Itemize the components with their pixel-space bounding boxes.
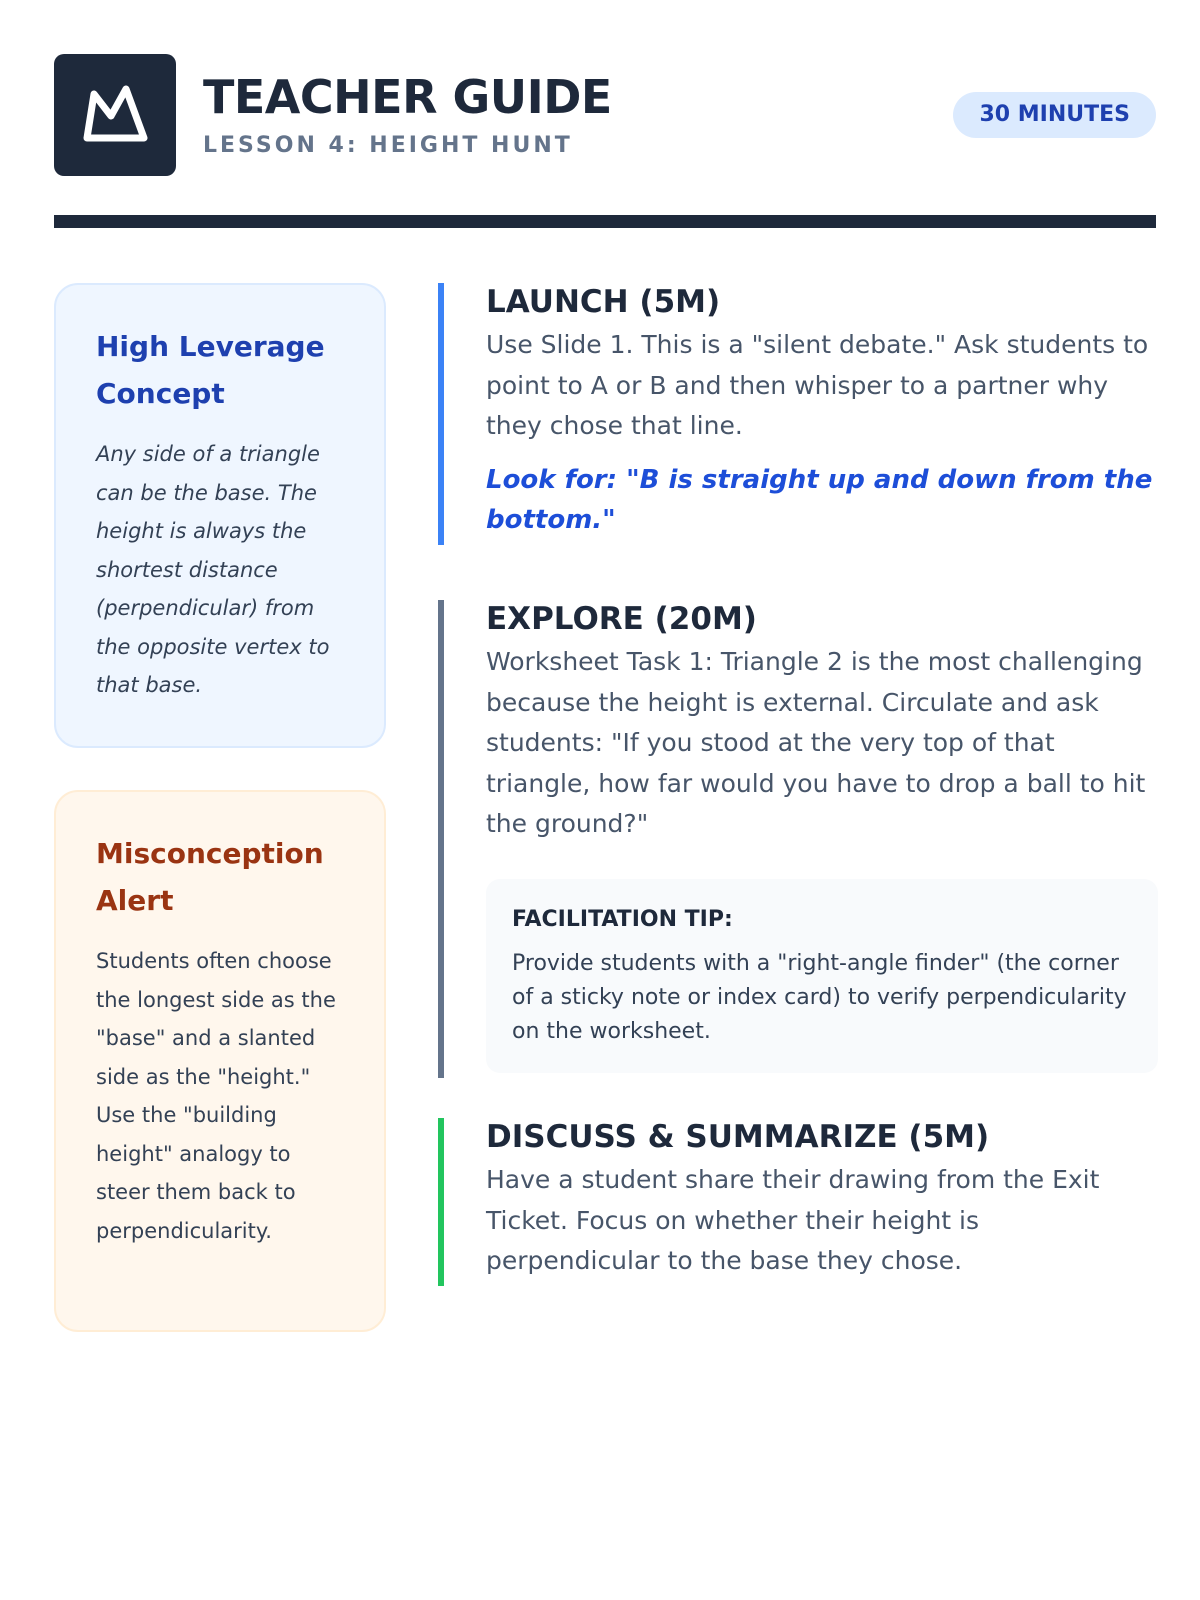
explore-body: Worksheet Task 1: Triangle 2 is the most challenging because the height is external. Circulate and ask students: "If you stood at the very top of that triangle, how far would you have to drop a ball to hit the ground?" xyxy=(486,647,1146,838)
discuss-heading: DISCUSS & SUMMARIZE (5M) xyxy=(486,1119,990,1155)
discuss-section xyxy=(438,1118,1158,1286)
misconception-card xyxy=(54,790,386,1332)
explore-section xyxy=(438,600,1158,1078)
launch-look-for: Look for: "B is straight up and down from the bottom." xyxy=(486,464,1153,535)
explore-heading: EXPLORE (20M) xyxy=(486,601,757,637)
launch-heading: LAUNCH (5M) xyxy=(486,284,721,320)
concept-card xyxy=(54,283,386,748)
header-divider xyxy=(54,215,1156,228)
tip-label: FACILITATION TIP: xyxy=(512,906,733,932)
discuss-body: Have a student share their drawing from the Exit Ticket. Focus on whether their height is perpendicular to the base they chose. xyxy=(486,1165,1100,1275)
lesson-subtitle: LESSON 4: HEIGHT HUNT xyxy=(203,133,573,158)
launch-section xyxy=(438,283,1158,545)
misconception-body: Students often choose the longest side as the "base" and a slanted side as the "height." Use the "building height" analogy to steer them back to perpendicularity. xyxy=(96,949,336,1243)
misconception-heading: Misconception Alert xyxy=(96,837,324,917)
header xyxy=(54,54,1156,176)
concept-body: Any side of a triangle can be the base. The height is always the shortest distance (perpendicular) from the opposite vertex to that base. xyxy=(96,442,330,697)
facilitation-tip xyxy=(486,879,1158,1073)
duration-badge: 30 MINUTES xyxy=(953,92,1156,138)
concept-heading: High Leverage Concept xyxy=(96,330,325,410)
page-title: TEACHER GUIDE xyxy=(203,70,612,124)
launch-body: Use Slide 1. This is a "silent debate." Ask students to point to A or B and then whisper to a partner why they chose that line. xyxy=(486,330,1149,440)
tip-text: Provide students with a "right-angle finder" (the corner of a sticky note or index card) to verify perpendicularity on the worksheet. xyxy=(512,950,1127,1044)
mountain-icon xyxy=(54,54,176,176)
logo xyxy=(54,54,176,176)
